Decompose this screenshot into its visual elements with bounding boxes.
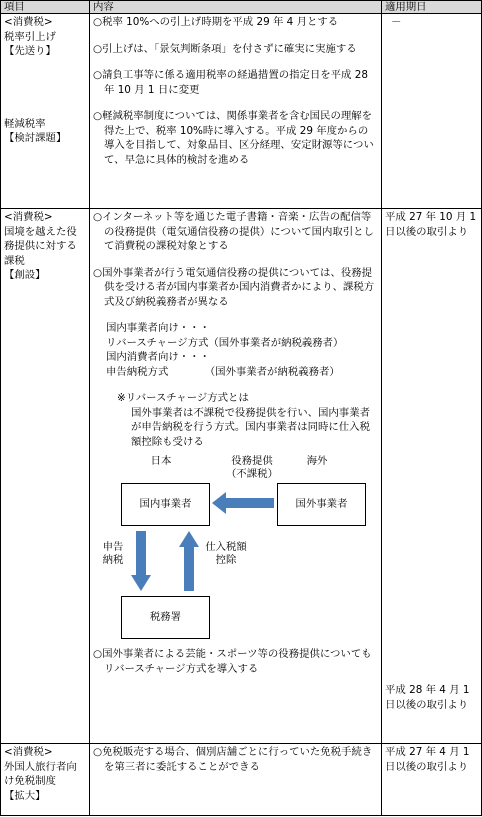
content-cell <box>90 209 382 744</box>
date-cell <box>382 744 482 816</box>
header-row <box>1 1 482 14</box>
header-content: 内容 <box>90 1 382 14</box>
note-heading: ※リバースチャージ方式とは <box>117 392 249 404</box>
content-cell <box>90 14 382 209</box>
self-filing-line: 申告納税方式 （国外事業者が納税義務者） <box>106 365 340 378</box>
date-value: 平成 27 年 10 月 1 日以後の取引より <box>385 211 477 238</box>
list-item: ○税率 10%への引上げ時期を平成 29 年 4 月とする <box>93 16 339 28</box>
item-cell <box>1 14 90 209</box>
list-item: ○軽減税率制度については、関係事業者を含む国民の理解を得た上で、税率 10%時に導入する。平成 29 年度からの導入を目指して、対象品目、区分経理、安定財源等について、早急に具体的検討を進める <box>93 110 374 166</box>
list-item: ○国外事業者による芸能・スポーツ等の役務提供についてもリバースチャージ方式を導入する <box>93 648 372 675</box>
list-item: ○請負工事等に係る適用税率の経過措置の指定日を平成 28 年 10 月 1 日に変更 <box>93 69 368 96</box>
arrow-left-icon <box>212 492 274 514</box>
header-item: 項目 <box>1 1 90 14</box>
arrow-down-icon <box>131 531 151 591</box>
reverse-charge-note <box>93 391 378 449</box>
item-tax-rate-increase: <消費税> 税率引上げ 【先送り】 <box>4 16 56 57</box>
item-tourist-exemption: <消費税> 外国人旅行者向け免税制度 【拡大】 <box>4 746 77 802</box>
table-row <box>1 744 482 816</box>
item-cross-border-tax: <消費税> 国境を越えた役務提供に対する課税 【創設】 <box>4 211 77 281</box>
tax-office-box: 税務署 <box>121 596 210 639</box>
date-value: 平成 27 年 4 月 1 日以後の取引より <box>385 746 470 773</box>
service-provision-label: 役務提供 （不課税） <box>226 455 278 480</box>
list-item: ○引上げは、「景気判断条項」を付さずに確実に実施する <box>93 42 357 55</box>
table-row <box>1 14 482 209</box>
date-cell <box>382 14 482 209</box>
domestic-consumer-label: 国内消費者向け・・・ <box>106 351 210 363</box>
header-date: 適用期日 <box>382 1 482 14</box>
overseas-label: 海外 <box>306 455 328 467</box>
filing-label: 申告 納税 <box>102 541 124 566</box>
reverse-charge-line: リバースチャージ方式（国外事業者が納税義務者） <box>106 336 344 349</box>
date-cell <box>382 209 482 744</box>
domestic-business-box: 国内事業者 <box>121 483 210 526</box>
reverse-charge-diagram <box>93 449 378 647</box>
note-body: 国外事業者は不課税で役務提供を行い、国内事業者が申告納税を行う方式。国内事業者は同時に仕入税額控除も受ける <box>131 406 370 448</box>
domestic-business-label: 国内事業者向け・・・ <box>106 322 210 334</box>
japan-label: 日本 <box>150 455 172 467</box>
item-reduced-rate: 軽減税率 【検討課題】 <box>4 117 67 144</box>
list-item: ○国外事業者が行う電気通信役務の提供については、役務提供を受ける者が国内事業者か国内消費者かにより、課税方式及び納税義務者が異なる <box>93 266 375 308</box>
foreign-business-box: 国外事業者 <box>277 483 366 526</box>
date-value: － <box>391 16 402 28</box>
list-item: ○インターネット等を通じた電子書籍・音楽・広告の配信等の役務提供（電気通信役務の提供）について国内取引として消費税の課税対象とする <box>93 211 374 252</box>
arrow-up-icon <box>179 531 199 591</box>
table-row <box>1 209 482 744</box>
item-cell <box>1 209 90 744</box>
date-value-2: 平成 28 年 4 月 1 日以後の取引より <box>385 684 470 711</box>
deduction-label: 仕入税額 控除 <box>205 541 247 566</box>
item-cell <box>1 744 90 816</box>
list-item: ○免税販売する場合、個別店舗ごとに行っていた免税手続きを第三者に委託することができる <box>93 746 373 773</box>
content-cell <box>90 744 382 816</box>
